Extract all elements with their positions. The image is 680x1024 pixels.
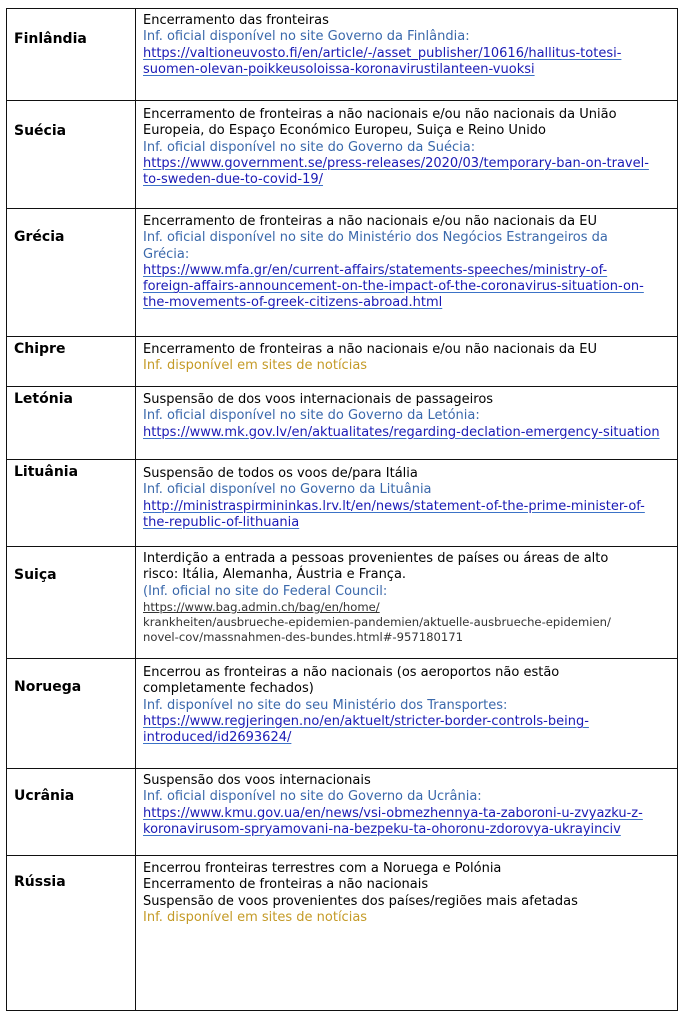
measure-text: Encerramento de fronteiras a não nacionais e/ou não nacionais da União: [143, 107, 617, 122]
measure-text: Interdição a entrada a pessoas provenientes de países ou áreas de alto: [143, 551, 609, 566]
source-link[interactable]: the-movements-of-greek-citizens-abroad.html: [143, 295, 443, 311]
info-cell: [136, 856, 678, 1011]
source-link[interactable]: foreign-affairs-announcement-on-the-impact-of-the-coronavirus-situation-on-: [143, 279, 644, 295]
source-link[interactable]: koronavirusom-spryamovani-na-bezpeku-ta-ohoronu-zdorovya-ukrayinciv: [143, 821, 621, 837]
measure-text: Encerramento de fronteiras a não nacionais: [143, 877, 429, 893]
country-name: Chipre: [14, 341, 66, 357]
country-cell: [7, 659, 136, 769]
info-cell: [136, 769, 678, 856]
country-name: Suécia: [14, 123, 67, 139]
country-name: Suiça: [14, 567, 57, 583]
country-cell: [7, 856, 136, 1011]
measure-text: Encerramento de fronteiras a não nacionais e/ou não nacionais da EU: [143, 342, 597, 357]
table-row: [7, 856, 678, 1011]
country-cell: [7, 387, 136, 460]
country-name: Finlândia: [14, 31, 87, 47]
table-row: [7, 337, 678, 387]
measure-text: Encerramento das fronteiras: [143, 13, 329, 28]
info-cell: [136, 547, 678, 659]
info-cell: [136, 460, 678, 547]
source-link[interactable]: https://www.bag.admin.ch/bag/en/home/: [143, 599, 380, 614]
table-row: [7, 460, 678, 547]
country-cell: [7, 547, 136, 659]
measure-text: risco: Itália, Alemanha, Áustria e França.: [143, 567, 407, 583]
table-row: [7, 387, 678, 460]
country-name: Rússia: [14, 874, 66, 890]
source-link[interactable]: introduced/id2693624/: [143, 730, 292, 746]
measure-text: Suspensão de dos voos internacionais de passageiros: [143, 392, 494, 407]
info-cell: [136, 337, 678, 387]
table-row: [7, 659, 678, 769]
source-link[interactable]: http://ministraspirmininkas.lrv.lt/en/news/statement-of-the-prime-minister-of-: [143, 498, 645, 514]
source-text: Inf. oficial disponível no site do Ministério dos Negócios Estrangeiros da: [143, 230, 608, 246]
source-link[interactable]: https://www.government.se/press-releases/2020/03/temporary-ban-on-travel-: [143, 155, 649, 171]
source-text: Inf. oficial disponível no site do Governo da Suécia:: [143, 139, 476, 155]
source-text: Inf. oficial disponível no site do Governo da Ucrânia:: [143, 789, 482, 805]
country-cell: [7, 769, 136, 856]
source-text: Inf. oficial disponível no Governo da Lituânia: [143, 482, 432, 498]
country-measures-table: [6, 8, 678, 1011]
measure-text: Suspensão dos voos internacionais: [143, 773, 371, 788]
measure-text: Encerramento de fronteiras a não nacionais e/ou não nacionais da EU: [143, 214, 597, 229]
measure-text: completamente fechados): [143, 681, 314, 697]
source-link[interactable]: the-republic-of-lithuania: [143, 514, 300, 530]
info-cell: [136, 9, 678, 101]
news-source-text: Inf. disponível em sites de notícias: [143, 358, 368, 374]
source-link[interactable]: https://www.kmu.gov.ua/en/news/vsi-obmezhennya-ta-zaboroni-u-zvyazku-z-: [143, 805, 643, 821]
news-source-text: Inf. disponível em sites de notícias: [143, 909, 368, 925]
measure-text: Encerrou as fronteiras a não nacionais (os aeroportos não estão: [143, 665, 560, 680]
country-cell: [7, 209, 136, 337]
country-name: Grécia: [14, 229, 65, 245]
source-url-text: novel-cov/massnahmen-des-bundes.html#-957180171: [143, 629, 463, 644]
table-row: [7, 209, 678, 337]
country-cell: [7, 460, 136, 547]
country-cell: [7, 101, 136, 209]
measure-text: Europeia, do Espaço Económico Europeu, Suiça e Reino Unido: [143, 123, 547, 139]
source-url-text: krankheiten/ausbrueche-epidemien-pandemien/aktuelle-ausbrueche-epidemien/: [143, 614, 611, 629]
table-row: [7, 101, 678, 209]
source-link[interactable]: https://valtioneuvosto.fi/en/article/-/asset_publisher/10616/hallitus-totesi-: [143, 45, 622, 61]
source-text: Inf. disponível no site do seu Ministério dos Transportes:: [143, 697, 508, 713]
table-row: [7, 9, 678, 101]
source-text: (Inf. oficial no site do Federal Council:: [143, 583, 388, 599]
info-cell: [136, 209, 678, 337]
country-cell: [7, 9, 136, 101]
source-text: Inf. oficial disponível no site Governo da Finlândia:: [143, 29, 470, 45]
country-name: Ucrânia: [14, 788, 75, 804]
table-row: [7, 547, 678, 659]
measure-text: Suspensão de todos os voos de/para Itália: [143, 466, 418, 481]
country-name: Noruega: [14, 679, 82, 695]
source-link[interactable]: https://www.mfa.gr/en/current-affairs/statements-speeches/ministry-of-: [143, 262, 608, 278]
source-link[interactable]: https://www.regjeringen.no/en/aktuelt/stricter-border-controls-being-: [143, 713, 589, 729]
info-cell: [136, 659, 678, 769]
country-name: Lituânia: [14, 464, 79, 480]
measure-text: Encerrou fronteiras terrestres com a Noruega e Polónia: [143, 861, 502, 876]
measure-text: Suspensão de voos provenientes dos países/regiões mais afetadas: [143, 893, 578, 909]
source-link[interactable]: to-sweden-due-to-covid-19/: [143, 172, 324, 188]
source-link[interactable]: suomen-olevan-poikkeusoloissa-koronavirustilanteen-vuoksi: [143, 61, 535, 77]
country-name: Letónia: [14, 391, 73, 407]
info-cell: [136, 101, 678, 209]
source-link[interactable]: https://www.mk.gov.lv/en/aktualitates/regarding-declation-emergency-situation: [143, 424, 660, 440]
source-text: Inf. oficial disponível no site do Governo da Letónia:: [143, 408, 480, 424]
source-text: Grécia:: [143, 246, 190, 262]
country-cell: [7, 337, 136, 387]
table-row: [7, 769, 678, 856]
info-cell: [136, 387, 678, 460]
